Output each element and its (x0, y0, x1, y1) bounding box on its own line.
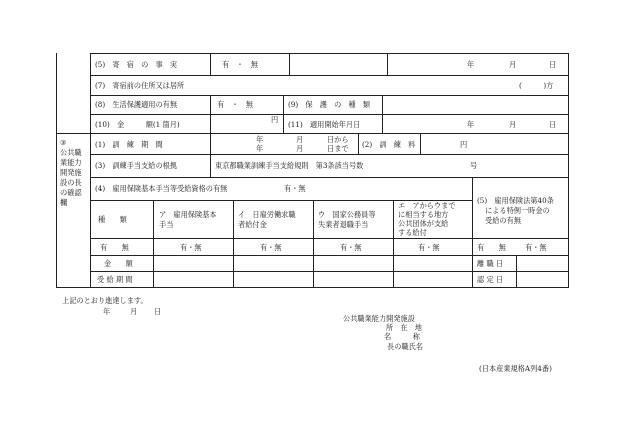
label-row10: (10) 金 額(1 箇月) (95, 120, 180, 129)
yn-value: 有・無 (180, 243, 202, 252)
rule (382, 95, 383, 133)
rule (56, 53, 57, 287)
benefit-i: 者給付金 (238, 220, 267, 229)
footer-year: 年 (103, 307, 111, 316)
yen-row10: 円 (271, 115, 279, 124)
section3-header-line: 設の長 (60, 178, 82, 187)
amount-label: 金 額 (104, 259, 133, 268)
rule (90, 53, 91, 287)
facility-address: 所 在 地 (386, 323, 422, 332)
section3-header-line: 欄 (60, 198, 68, 207)
section3-header-line: 公共職 (60, 148, 82, 157)
rule (387, 53, 388, 75)
rule (153, 200, 154, 287)
rule (90, 75, 569, 76)
basis-number: 号 (470, 161, 478, 170)
rule (90, 177, 569, 178)
benefit-e: 公共団体が支給 (398, 219, 449, 228)
rule (210, 95, 211, 133)
allowance-basis: 東京都職業訓練手当支給規則 第3条該当号数 (215, 161, 364, 170)
rule (313, 200, 314, 287)
yn-label: 有 無 (100, 243, 129, 252)
benefit-i: イ 日雇労働求職 (238, 210, 296, 219)
date-year: 年 (467, 60, 475, 69)
special-yn-value: 有・無 (525, 243, 547, 252)
benefit-e: エ アからウまで (398, 201, 456, 210)
from-day: 日から (327, 135, 349, 144)
value-eligibility: 有・無 (284, 184, 306, 193)
benefit-u: ウ 国家公務員等 (318, 210, 376, 219)
from-month: 月 (296, 135, 304, 144)
special-benefit-header: による特例一時金の (485, 206, 550, 215)
rule (516, 255, 517, 287)
facility-name: 名 称 (384, 332, 420, 341)
to-year: 年 (256, 144, 264, 153)
label-training-fee: (2) 訓 練 料 (362, 140, 416, 149)
paren-row7: ( )方 (519, 81, 554, 90)
yn-value: 有・無 (260, 243, 282, 252)
rule (90, 114, 569, 115)
rule (233, 200, 234, 287)
date-year: 年 (467, 120, 475, 129)
benefit-a: ア 雇用保険基本 (159, 210, 217, 219)
label-row7: (7) 寄宿前の住所又は居所 (95, 81, 185, 90)
to-month: 月 (296, 144, 304, 153)
rule (283, 95, 284, 133)
rule (210, 53, 211, 75)
date-day: 日 (549, 120, 557, 129)
date-month: 月 (509, 120, 517, 129)
yn-value: 有・無 (418, 243, 440, 252)
rule (210, 133, 211, 154)
rule (90, 238, 569, 239)
rule (393, 200, 394, 287)
rule (358, 133, 359, 154)
from-year: 年 (256, 135, 264, 144)
rule (90, 255, 569, 256)
leave-date-label: 離 職 日 (477, 259, 504, 268)
value-row5: 有 ・ 無 (222, 60, 258, 69)
period-label: 受 給 期 間 (97, 275, 133, 284)
to-day: 日まで (327, 144, 349, 153)
rule (90, 271, 569, 272)
date-month: 月 (509, 60, 517, 69)
standard-note: (日本産業規格A列4番) (479, 364, 552, 373)
label-row5: (5) 寄 宿 の 事 実 (95, 60, 178, 69)
rule (56, 133, 569, 134)
benefit-e: に相当する地方 (398, 210, 449, 219)
section3-header-line: 業能力 (60, 158, 82, 167)
section3-header-line: 開発施 (60, 168, 82, 177)
yen-training-fee: 円 (460, 140, 468, 149)
rule (472, 177, 473, 287)
label-eligibility: (4) 雇用保険基本手当等受給資格の有無 (95, 184, 228, 193)
label-allowance-basis: (3) 訓練手当支給の根拠 (95, 161, 178, 170)
section3-header-line: の確認 (60, 188, 82, 197)
rule (56, 287, 569, 288)
rule (210, 154, 211, 177)
rule (90, 95, 569, 96)
rule (568, 53, 569, 287)
rule (90, 53, 569, 54)
rule (289, 53, 290, 75)
rule (90, 154, 569, 155)
special-benefit-header: 受給の有無 (485, 216, 521, 225)
benefit-e: する給付 (398, 228, 427, 237)
rule (420, 133, 421, 154)
label-row11: (11) 適用開始年月日 (288, 120, 361, 129)
facility-title: 公共職業能力開発施設 (343, 314, 415, 323)
footer-month: 月 (130, 307, 138, 316)
date-day: 日 (549, 60, 557, 69)
benefit-u: 失業者退職手当 (318, 220, 369, 229)
footer-day: 日 (154, 307, 162, 316)
facility-head: 長の職氏名 (387, 342, 423, 351)
yn-value: 有・無 (340, 243, 362, 252)
cert-date-label: 認 定 日 (477, 275, 504, 284)
label-row9: (9) 保 護 の 種 類 (288, 100, 371, 109)
label-training-period: (1) 訓 練 期 間 (95, 140, 163, 149)
kind-label: 種 類 (98, 215, 127, 224)
benefit-a: 手当 (159, 220, 174, 229)
section3-mark: ③ (60, 138, 67, 147)
label-row8: (8) 生活保護適用の有無 (95, 100, 178, 109)
special-benefit-header: (5) 雇用保険法第40条 (477, 196, 554, 205)
value-row8: 有 ・ 無 (217, 100, 253, 109)
special-yn-label: 有 無 (477, 243, 506, 252)
statement: 上記のとおり進達します。 (62, 296, 148, 305)
